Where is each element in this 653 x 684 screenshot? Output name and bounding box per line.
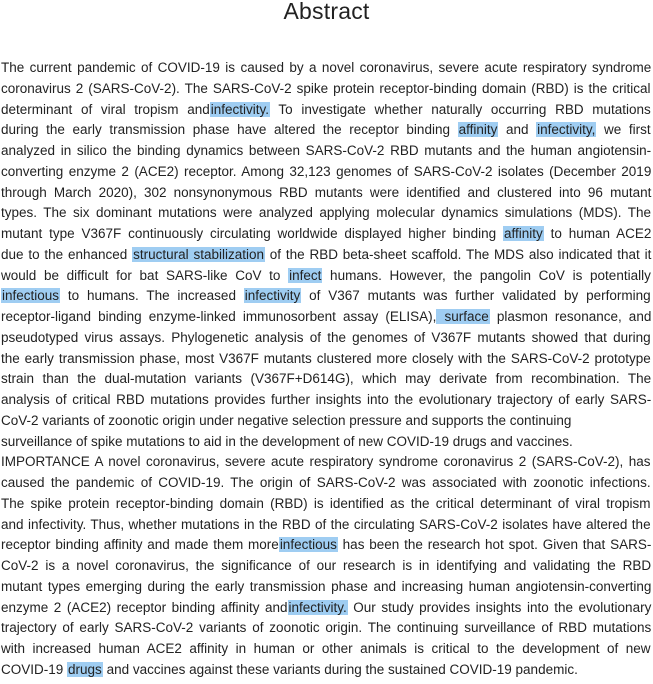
text-segment: with increased human ACE2 affinity in human or other animals is critical to the development of new — [1, 641, 651, 656]
highlighted-term: surface — [437, 309, 489, 324]
text-line — [1, 265, 651, 286]
text-segment: during the early transmission phase have altered the receptor binding — [1, 122, 458, 138]
text-line — [1, 327, 651, 348]
text-segment: of V367 mutants was further validated by performing — [301, 288, 651, 304]
text-segment: Our study provides insights into the evolutionary — [347, 599, 652, 615]
text-segment: through March 2020), 302 nonsynonymous RBD mutants were identified and clustered into 96 mutant — [1, 184, 652, 200]
text-segment: analysis of critical RBD mutations provides further insights into the evolutionary trajectory of early SARS- — [1, 392, 652, 407]
text-segment: analyzed in silico the binding dynamics between SARS-CoV-2 RBD mutants and the human angiotensin- — [1, 143, 652, 158]
text-line — [1, 306, 651, 327]
highlighted-term: infectivity — [244, 288, 301, 304]
text-segment: and — [498, 122, 537, 138]
text-segment: CoV-2 variants of zoonotic origin under negative selection pressure and supports the continuing — [1, 412, 572, 428]
text-segment: caused the pandemic of COVID-19. The origin of SARS-CoV-2 was associated with zoonotic infections. — [1, 475, 651, 490]
text-segment: coronavirus 2 (SARS-CoV-2). The SARS-CoV-2 spike protein receptor-binding domain (RBD) is the critical — [1, 80, 651, 96]
text-segment: has been the research hot spot. Given that SARS- — [337, 537, 652, 553]
highlighted-term: drugs — [68, 661, 102, 677]
text-segment: The spike protein receptor-binding domain (RBD) is identified as the critical determinant of viral tropism — [1, 495, 651, 511]
text-segment: The current pandemic of COVID-19 is caused by a novel coronavirus, severe acute respiratory syndrome — [1, 60, 652, 75]
highlighted-term: infectious — [2, 288, 60, 304]
text-line — [1, 140, 651, 161]
text-line — [1, 202, 651, 223]
text-line — [1, 368, 651, 389]
text-segment: humans. However, the pangolin CoV is potentially — [322, 267, 651, 283]
text-segment: enzyme 2 (ACE2) receptor binding affinity and — [1, 599, 288, 615]
highlighted-term: infectivity. — [210, 101, 269, 117]
text-line — [1, 244, 651, 265]
text-line — [1, 223, 651, 244]
highlighted-term: infectious — [279, 537, 337, 553]
text-line — [1, 119, 651, 140]
text-segment: CoV-2 is a novel coronavirus, the significance of our research is in identifying and validating the RBD — [1, 558, 652, 573]
text-segment: due to the enhanced — [1, 246, 133, 262]
text-segment: of the RBD beta-sheet scaffold. The MDS also indicated that it — [264, 246, 652, 262]
text-segment: mutant type V367F continuously circulating worldwide displayed higher binding — [1, 226, 504, 241]
text-line — [1, 555, 651, 576]
text-segment: the early transmission phase, most V367F mutants clustered more closely with the SARS-CoV-2 prototype — [1, 350, 651, 366]
highlighted-term: affinity — [504, 226, 543, 241]
text-segment: IMPORTANCE A novel coronavirus, severe acute respiratory syndrome coronavirus 2 (SARS-CoV-2), has — [1, 454, 651, 470]
highlighted-term: infect — [289, 267, 322, 283]
highlighted-term: infectivity. — [288, 599, 347, 615]
text-line — [1, 493, 651, 514]
text-line — [1, 348, 651, 369]
text-segment: and vaccines against these variants during the sustained COVID-19 pandemic. — [102, 661, 578, 677]
text-segment: types. The six dominant mutations were analyzed applying molecular dynamics simulations (MDS). The — [1, 205, 652, 221]
text-segment: receptor binding affinity and made them more — [1, 537, 279, 553]
text-line — [1, 78, 651, 99]
text-line — [1, 638, 651, 659]
text-line — [1, 431, 573, 452]
text-line — [1, 285, 651, 306]
abstract-heading: Abstract — [283, 0, 370, 24]
text-line — [1, 576, 651, 597]
text-segment: we first — [596, 122, 651, 138]
highlighted-term: infectivity, — [537, 122, 596, 138]
text-line — [1, 57, 651, 78]
text-segment: and infectivity. Thus, whether mutations in the RBD of the circulating SARS-CoV-2 isolates have altered the — [1, 516, 651, 532]
text-line — [1, 99, 651, 120]
highlighted-term: affinity — [458, 122, 498, 138]
text-segment: strain than the dual-mutation variants (V367F+D614G), which may derivate from recombination. The — [1, 371, 652, 387]
text-segment: COVID-19 — [1, 661, 68, 677]
text-line — [1, 534, 651, 555]
text-line — [1, 659, 578, 680]
text-segment: determinant of viral tropism and — [1, 101, 210, 117]
text-segment: To investigate whether naturally occurring RBD mutations — [270, 101, 651, 117]
text-line — [1, 410, 571, 431]
text-line — [1, 597, 651, 618]
text-line — [1, 472, 651, 493]
text-segment: trajectory of early SARS-CoV-2 variants of zoonotic origin. The continuing surveillance of RBD mutations — [1, 620, 652, 636]
text-line — [1, 161, 651, 182]
text-segment: to human ACE2 — [543, 226, 652, 241]
text-line — [1, 514, 651, 535]
text-segment: surveillance of spike mutations to aid in the development of new COVID-19 drugs and vaccines. — [1, 433, 573, 449]
text-line — [1, 389, 651, 410]
text-segment: to humans. The increased — [60, 288, 244, 304]
text-line — [1, 617, 651, 638]
text-line — [1, 451, 651, 472]
text-line — [1, 182, 651, 203]
text-segment: receptor-ligand binding enzyme-linked immunosorbent assay (ELISA), — [1, 309, 437, 324]
text-segment: would be difficult for bat SARS-like CoV to — [1, 267, 289, 283]
text-segment: plasmon resonance, and — [489, 309, 652, 324]
highlighted-term: structural stabilization — [133, 246, 264, 262]
text-segment: pseudotyped virus assays. Phylogenetic analysis of the genomes of V367F mutants showed that during — [1, 329, 651, 345]
text-segment: converting enzyme 2 (ACE2) receptor. Among 32,123 genomes of SARS-CoV-2 isolates (December 2019 — [1, 163, 652, 179]
text-segment: mutant types emerging during the early transmission phase and increasing human angiotensin-converting — [1, 578, 652, 594]
